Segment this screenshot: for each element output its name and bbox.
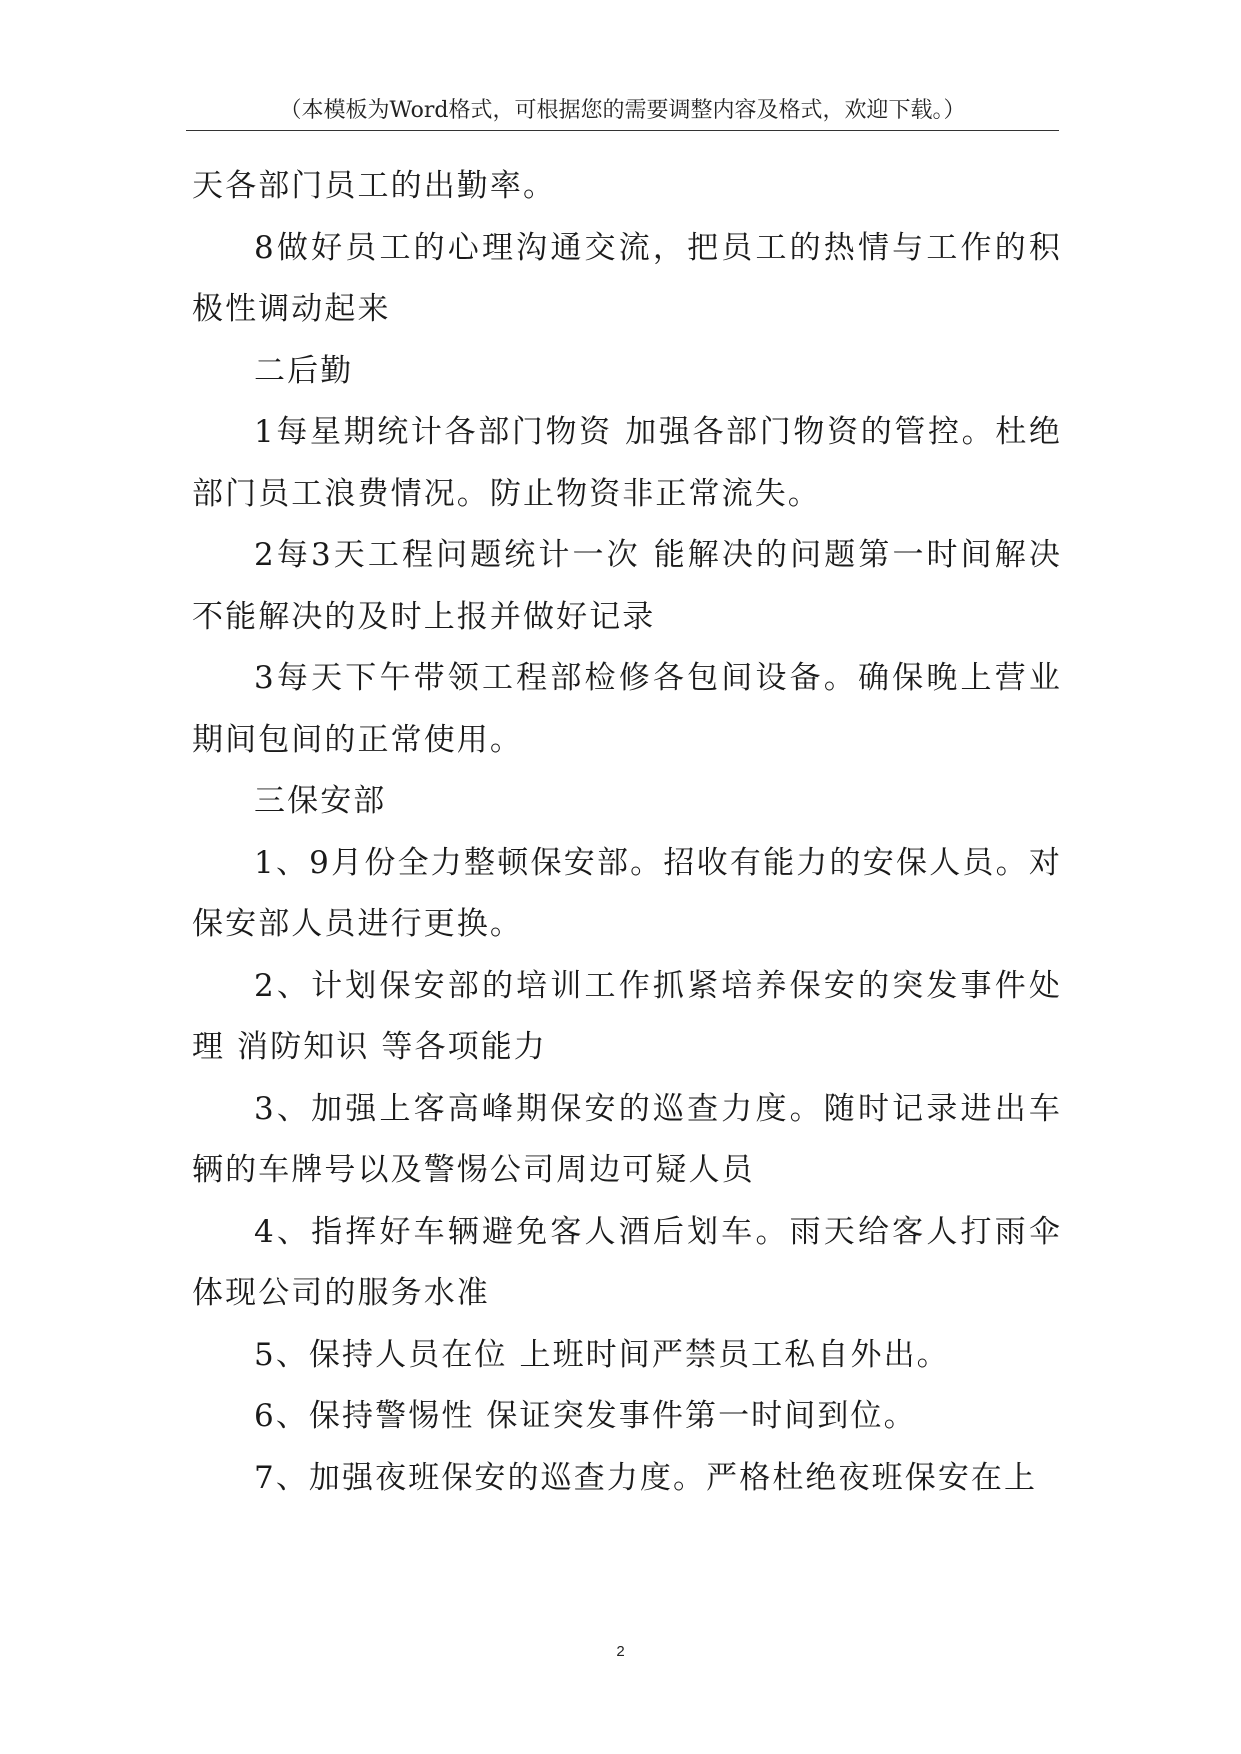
section-heading-security: 三保安部: [254, 783, 387, 819]
paragraph-12: 5、保持人员在位 上班时间严禁员工私自外出。: [254, 1336, 950, 1373]
paragraph-1: 天各部门员工的出勤率。: [192, 168, 557, 204]
body-text: [192, 156, 1062, 1509]
header-divider: [186, 130, 1059, 131]
paragraph-2: 8做好员工的心理沟通交流，把员工的热情与工作的积极性调动起来: [192, 229, 1062, 327]
header-note: （本模板为Word格式，可根据您的需要调整内容及格式，欢迎下载。）: [279, 98, 966, 123]
paragraph-5: 2每3天工程问题统计一次 能解决的问题第一时间解决不能解决的及时上报并做好记录: [192, 537, 1062, 635]
paragraph-8: 1、9月份全力整顿保安部。招收有能力的安保人员。对保安部人员进行更换。: [192, 844, 1062, 942]
page-number: 2: [616, 1643, 625, 1660]
paragraph-9: 2、计划保安部的培训工作抓紧培养保安的突发事件处理 消防知识 等各项能力: [192, 967, 1062, 1065]
paragraph-14: 7、加强夜班保安的巡查力度。严格杜绝夜班保安在上: [254, 1459, 1038, 1496]
section-heading-logistics: 二后勤: [254, 352, 354, 389]
paragraph-13: 6、保持警惕性 保证突发事件第一时间到位。: [254, 1398, 917, 1434]
paragraph-11: 4、指挥好车辆避免客人酒后划车。雨天给客人打雨伞体现公司的服务水准: [192, 1213, 1062, 1311]
paragraph-4: 1每星期统计各部门物资 加强各部门物资的管控。杜绝部门员工浪费情况。防止物资非正常流失。: [192, 414, 1062, 512]
paragraph-6: 3每天下午带领工程部检修各包间设备。确保晚上营业期间包间的正常使用。: [192, 660, 1062, 758]
paragraph-10: 3、加强上客高峰期保安的巡查力度。随时记录进出车辆的车牌号以及警惕公司周边可疑人员: [192, 1090, 1062, 1188]
